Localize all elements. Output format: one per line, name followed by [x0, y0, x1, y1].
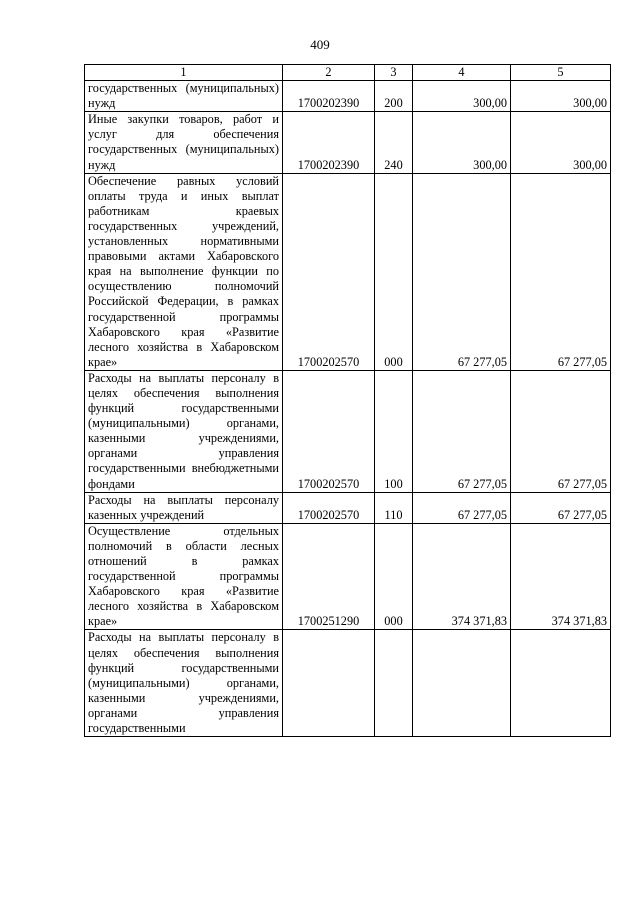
row-kind: 200 [375, 81, 413, 112]
row-kind: 000 [375, 173, 413, 370]
row-amount-1: 374 371,83 [413, 523, 511, 630]
row-kind: 100 [375, 370, 413, 492]
column-header-4: 4 [413, 65, 511, 81]
budget-table [84, 64, 611, 737]
table-row [85, 370, 611, 492]
row-name: Расходы на выплаты персоналу в целях обеспечения выполнения функций государственными (муниципальными) органами, казенными учреждениями, органами управления государственными [85, 630, 283, 737]
table-row [85, 523, 611, 630]
column-header-1: 1 [85, 65, 283, 81]
table-row [85, 81, 611, 112]
header-row [85, 65, 611, 81]
row-amount-2: 67 277,05 [511, 492, 611, 523]
row-amount-1: 300,00 [413, 112, 511, 173]
row-amount-1 [413, 630, 511, 737]
column-header-3: 3 [375, 65, 413, 81]
row-amount-2 [511, 630, 611, 737]
row-amount-2: 67 277,05 [511, 370, 611, 492]
row-amount-1: 300,00 [413, 81, 511, 112]
row-amount-1: 67 277,05 [413, 173, 511, 370]
page-number: 409 [310, 37, 330, 52]
row-code: 1700202390 [283, 81, 375, 112]
row-code: 1700202570 [283, 492, 375, 523]
row-code: 1700251290 [283, 523, 375, 630]
row-kind: 000 [375, 523, 413, 630]
table-row [85, 630, 611, 737]
row-kind: 240 [375, 112, 413, 173]
row-kind [375, 630, 413, 737]
row-name: Осуществление отдельных полномочий в области лесных отношений в рамках государственной программы Хабаровского края «Развитие лесного хозяйства в Хабаровском крае» [85, 523, 283, 630]
row-amount-2: 300,00 [511, 112, 611, 173]
row-name: государственных (муниципальных) нужд [85, 81, 283, 112]
table-row [85, 112, 611, 173]
table-row [85, 492, 611, 523]
row-code [283, 630, 375, 737]
row-kind: 110 [375, 492, 413, 523]
row-name: Расходы на выплаты персоналу в целях обеспечения выполнения функций государственными (муниципальными) органами, казенными учреждениями, органами управления государственными внебюджетными фондами [85, 370, 283, 492]
row-code: 1700202390 [283, 112, 375, 173]
row-amount-1: 67 277,05 [413, 370, 511, 492]
row-amount-2: 300,00 [511, 81, 611, 112]
row-code: 1700202570 [283, 173, 375, 370]
row-name: Обеспечение равных условий оплаты труда и иных выплат работникам краевых государственных учреждений, установленных нормативными правовыми актами Хабаровского края на выполнение функции по осуществлению полномочий Российской Федерации, в рамках государственной программы Хабаровского края «Развитие лесного хозяйства в Хабаровском крае» [85, 173, 283, 370]
table-row [85, 173, 611, 370]
row-name: Расходы на выплаты персоналу казенных учреждений [85, 492, 283, 523]
row-amount-2: 67 277,05 [511, 173, 611, 370]
column-header-2: 2 [283, 65, 375, 81]
row-name: Иные закупки товаров, работ и услуг для обеспечения государственных (муниципальных) нужд [85, 112, 283, 173]
row-amount-2: 374 371,83 [511, 523, 611, 630]
row-code: 1700202570 [283, 370, 375, 492]
column-header-5: 5 [511, 65, 611, 81]
row-amount-1: 67 277,05 [413, 492, 511, 523]
